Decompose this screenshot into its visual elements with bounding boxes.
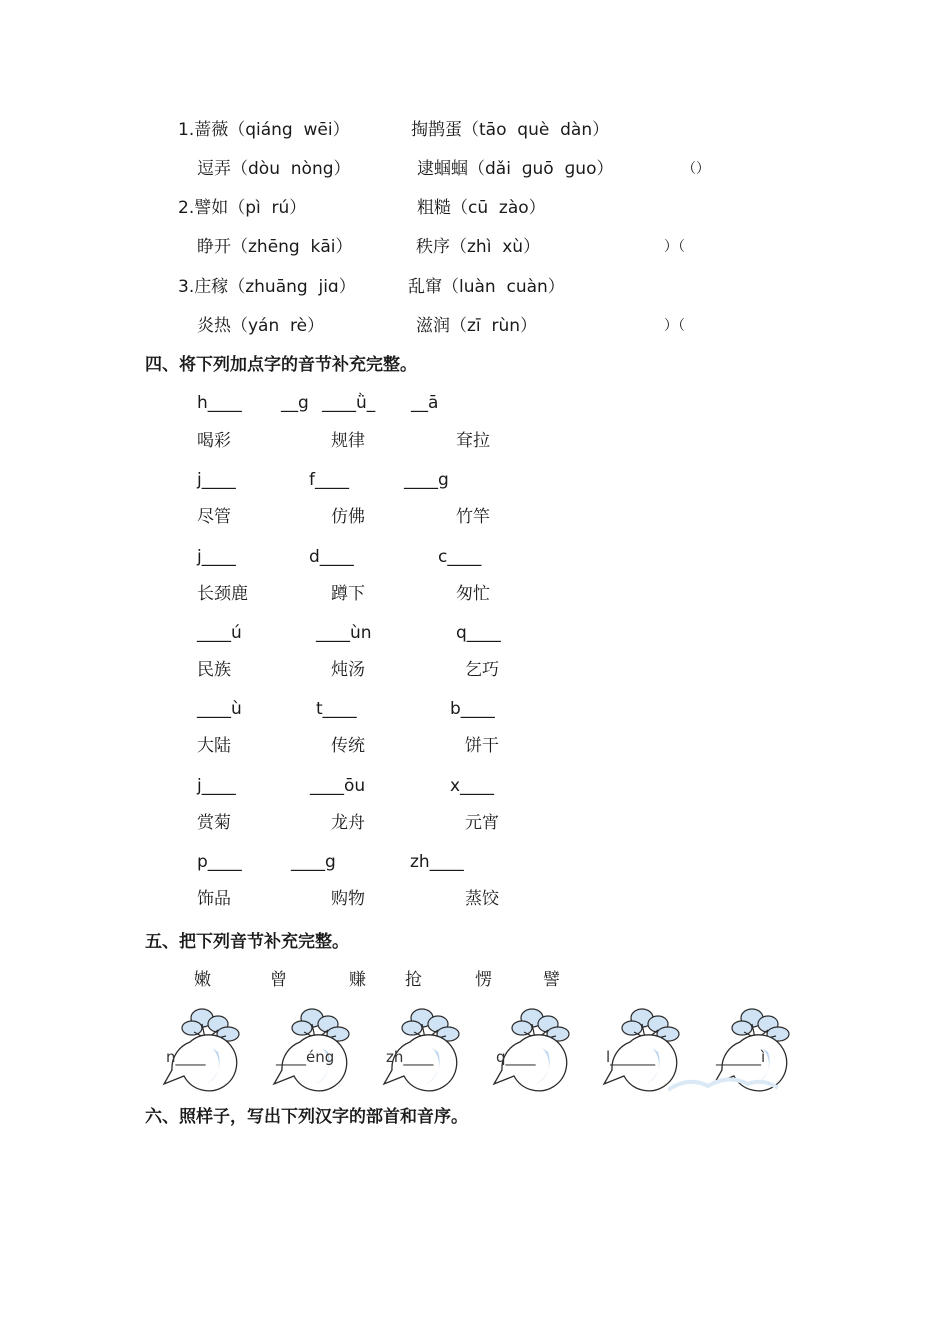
s4-w4-1: 民族 — [197, 660, 231, 680]
s3-row1-a: 1.蔷薇（qiáng wēi） — [178, 120, 350, 140]
s4-w2-2: 仿佛 — [331, 507, 365, 527]
s4-w4-2: 炖汤 — [331, 660, 365, 680]
s4-w3-1: 长颈鹿 — [197, 584, 248, 604]
s4-w1-1: 喝彩 — [197, 431, 231, 451]
s4-p6-2: ____ōu — [310, 776, 366, 796]
s5-char-2: 曾 — [270, 970, 287, 990]
s4-p5-2: t____ — [316, 699, 357, 719]
radish-icon — [372, 1002, 482, 1092]
s4-w5-2: 传统 — [331, 736, 365, 756]
s4-p3-3: c____ — [438, 547, 482, 567]
s5-char-5: 愣 — [475, 970, 492, 990]
section4-heading: 四、将下列加点字的音节补充完整。 — [145, 355, 417, 375]
s5-char-1: 嫩 — [194, 970, 211, 990]
s3-row2-c: （） — [682, 161, 710, 177]
s3-row5-a: 3.庄稼（zhuāng jiɑ） — [178, 277, 356, 297]
s3-row6-c: ）（ — [664, 318, 685, 334]
s4-p4-2: ____ùn — [316, 623, 372, 643]
s4-p5-3: b____ — [450, 699, 495, 719]
s3-row3-b: 粗糙（cū zào） — [417, 198, 546, 218]
s4-w3-2: 蹲下 — [331, 584, 365, 604]
radish-label-5: l______ — [606, 1048, 656, 1066]
section5-heading: 五、把下列音节补充完整。 — [145, 932, 349, 952]
s4-p3-1: j____ — [197, 547, 236, 567]
s3-row4-c: ）（ — [664, 239, 685, 255]
decorative-wave-icon — [668, 1072, 778, 1092]
s4-w6-3: 元宵 — [465, 813, 499, 833]
s4-p3-2: d____ — [309, 547, 354, 567]
s3-row3-a: 2.譬如（pì rú） — [178, 198, 307, 218]
radish-label-3: zh____ — [386, 1048, 434, 1066]
s4-w7-2: 购物 — [331, 889, 365, 909]
s3-row2-b: 逮蝈蝈（dǎi ɡuō ɡuo） — [417, 159, 614, 179]
s4-p4-3: q____ — [456, 623, 501, 643]
s4-p4-1: ____ú — [197, 623, 242, 643]
s4-p2-2: f____ — [309, 470, 349, 490]
s3-row6-b: 滋润（zī rùn） — [416, 316, 537, 336]
s4-w3-3: 匆忙 — [456, 584, 490, 604]
s4-w5-1: 大陆 — [197, 736, 231, 756]
s4-w2-1: 尽管 — [197, 507, 231, 527]
s3-row5-b: 乱窜（luàn cuàn） — [408, 277, 565, 297]
s4-p6-3: x____ — [450, 776, 495, 796]
s4-w1-3: 耷拉 — [456, 431, 490, 451]
s4-w1-2: 规律 — [331, 431, 365, 451]
s3-row6-a: 炎热（yán rè） — [197, 316, 325, 336]
s4-p7-3: zh____ — [410, 852, 464, 872]
s3-row2-a: 逗弄（dòu nòng） — [197, 159, 351, 179]
s5-char-6: 譬 — [543, 970, 560, 990]
s4-p7-2: ____g — [291, 852, 336, 872]
radish-4 — [482, 1002, 592, 1092]
s3-row4-a: 睁开（zhēng kāi） — [197, 237, 353, 257]
radish-2 — [262, 1002, 372, 1092]
s4-w2-3: 竹竿 — [456, 507, 490, 527]
section6-heading: 六、照样子，写出下列汉字的部首和音序。 — [145, 1107, 468, 1127]
radish-label-6: ______ì — [716, 1048, 766, 1066]
s4-w5-3: 饼干 — [465, 736, 499, 756]
s4-w7-1: 饰品 — [197, 889, 231, 909]
s3-row1-b: 掏鹊蛋（tāo què dàn） — [411, 120, 610, 140]
s4-w6-2: 龙舟 — [331, 813, 365, 833]
radish-3 — [372, 1002, 482, 1092]
s3-row4-b: 秩序（zhì xù） — [416, 237, 541, 257]
s4-p2-1: j____ — [197, 470, 236, 490]
radish-label-1: n____ — [166, 1048, 206, 1066]
s5-char-4: 抢 — [405, 970, 422, 990]
s4-p1-3: ____ǜ_ — [322, 393, 376, 413]
s5-char-3: 赚 — [349, 970, 366, 990]
s4-p7-1: p____ — [197, 852, 242, 872]
s4-p1-1: h____ — [197, 393, 242, 413]
radish-label-4: q____ — [496, 1048, 536, 1066]
s4-p6-1: j____ — [197, 776, 236, 796]
radish-1 — [152, 1002, 262, 1092]
s4-p5-1: ____ù — [197, 699, 242, 719]
radish-label-2: ____éng — [276, 1048, 335, 1066]
s4-w7-3: 蒸饺 — [465, 889, 499, 909]
radish-icon — [262, 1002, 372, 1092]
radish-icon — [482, 1002, 592, 1092]
s4-p2-3: ____g — [404, 470, 449, 490]
s4-w4-3: 乞巧 — [465, 660, 499, 680]
radish-icon — [152, 1002, 262, 1092]
s4-p1-2: __g — [281, 393, 309, 413]
s4-p1-4: __ā — [411, 393, 439, 413]
s4-w6-1: 赏菊 — [197, 813, 231, 833]
